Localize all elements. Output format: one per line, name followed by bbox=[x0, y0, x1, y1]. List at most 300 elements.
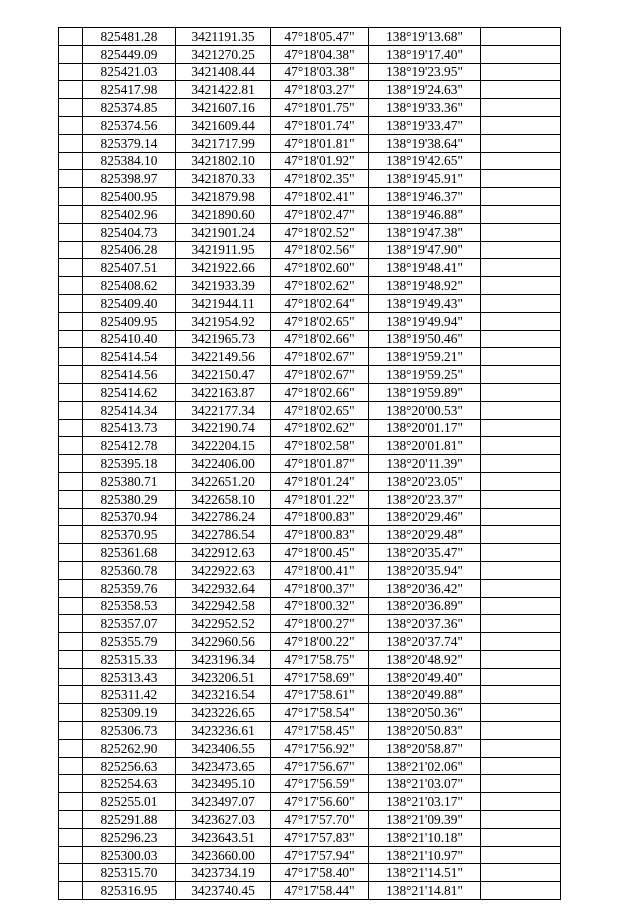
blank-leading-cell bbox=[59, 81, 83, 99]
easting-cell: 825316.95 bbox=[83, 882, 176, 900]
easting-cell: 825254.63 bbox=[83, 775, 176, 793]
table-row bbox=[59, 312, 561, 330]
table-row bbox=[59, 757, 561, 775]
longitude-cell: 138°19'46.88" bbox=[369, 205, 481, 223]
blank-trailing-cell bbox=[481, 775, 561, 793]
easting-cell: 825309.19 bbox=[83, 704, 176, 722]
easting-cell: 825379.14 bbox=[83, 134, 176, 152]
table-row bbox=[59, 864, 561, 882]
blank-leading-cell bbox=[59, 668, 83, 686]
longitude-cell: 138°21'09.39" bbox=[369, 811, 481, 829]
easting-cell: 825395.18 bbox=[83, 455, 176, 473]
blank-leading-cell bbox=[59, 686, 83, 704]
table-row bbox=[59, 633, 561, 651]
blank-trailing-cell bbox=[481, 223, 561, 241]
blank-trailing-cell bbox=[481, 668, 561, 686]
blank-trailing-cell bbox=[481, 757, 561, 775]
northing-cell: 3421870.33 bbox=[176, 170, 271, 188]
northing-cell: 3421802.10 bbox=[176, 152, 271, 170]
blank-trailing-cell bbox=[481, 383, 561, 401]
table-row bbox=[59, 241, 561, 259]
blank-trailing-cell bbox=[481, 811, 561, 829]
easting-cell: 825315.33 bbox=[83, 650, 176, 668]
blank-trailing-cell bbox=[481, 579, 561, 597]
longitude-cell: 138°20'37.36" bbox=[369, 615, 481, 633]
table-row bbox=[59, 205, 561, 223]
blank-trailing-cell bbox=[481, 188, 561, 206]
easting-cell: 825291.88 bbox=[83, 811, 176, 829]
easting-cell: 825409.95 bbox=[83, 312, 176, 330]
longitude-cell: 138°21'03.17" bbox=[369, 793, 481, 811]
latitude-cell: 47°18'02.58" bbox=[271, 437, 369, 455]
longitude-cell: 138°19'48.92" bbox=[369, 277, 481, 295]
blank-leading-cell bbox=[59, 846, 83, 864]
latitude-cell: 47°18'00.27" bbox=[271, 615, 369, 633]
easting-cell: 825414.34 bbox=[83, 401, 176, 419]
latitude-cell: 47°18'04.38" bbox=[271, 45, 369, 63]
northing-cell: 3421954.92 bbox=[176, 312, 271, 330]
longitude-cell: 138°19'59.25" bbox=[369, 366, 481, 384]
table-row bbox=[59, 526, 561, 544]
northing-cell: 3421422.81 bbox=[176, 81, 271, 99]
blank-trailing-cell bbox=[481, 28, 561, 46]
table-row bbox=[59, 597, 561, 615]
easting-cell: 825306.73 bbox=[83, 722, 176, 740]
blank-leading-cell bbox=[59, 383, 83, 401]
easting-cell: 825361.68 bbox=[83, 544, 176, 562]
blank-trailing-cell bbox=[481, 561, 561, 579]
easting-cell: 825406.28 bbox=[83, 241, 176, 259]
table-row bbox=[59, 579, 561, 597]
longitude-cell: 138°20'50.83" bbox=[369, 722, 481, 740]
northing-cell: 3423627.03 bbox=[176, 811, 271, 829]
blank-leading-cell bbox=[59, 544, 83, 562]
table-row bbox=[59, 828, 561, 846]
longitude-cell: 138°20'36.42" bbox=[369, 579, 481, 597]
latitude-cell: 47°17'58.45" bbox=[271, 722, 369, 740]
blank-trailing-cell bbox=[481, 63, 561, 81]
easting-cell: 825370.95 bbox=[83, 526, 176, 544]
longitude-cell: 138°20'23.37" bbox=[369, 490, 481, 508]
longitude-cell: 138°21'02.06" bbox=[369, 757, 481, 775]
longitude-cell: 138°20'11.39" bbox=[369, 455, 481, 473]
latitude-cell: 47°17'56.92" bbox=[271, 739, 369, 757]
longitude-cell: 138°19'17.40" bbox=[369, 45, 481, 63]
latitude-cell: 47°18'00.37" bbox=[271, 579, 369, 597]
easting-cell: 825407.51 bbox=[83, 259, 176, 277]
blank-leading-cell bbox=[59, 757, 83, 775]
table-row bbox=[59, 45, 561, 63]
latitude-cell: 47°18'02.60" bbox=[271, 259, 369, 277]
blank-trailing-cell bbox=[481, 882, 561, 900]
northing-cell: 3422204.15 bbox=[176, 437, 271, 455]
blank-leading-cell bbox=[59, 597, 83, 615]
blank-leading-cell bbox=[59, 366, 83, 384]
table-row bbox=[59, 722, 561, 740]
coordinate-table-body bbox=[59, 28, 561, 900]
table-row bbox=[59, 544, 561, 562]
blank-trailing-cell bbox=[481, 294, 561, 312]
northing-cell: 3422942.58 bbox=[176, 597, 271, 615]
longitude-cell: 138°20'00.53" bbox=[369, 401, 481, 419]
latitude-cell: 47°18'02.62" bbox=[271, 277, 369, 295]
blank-leading-cell bbox=[59, 633, 83, 651]
northing-cell: 3422786.54 bbox=[176, 526, 271, 544]
blank-trailing-cell bbox=[481, 846, 561, 864]
table-row bbox=[59, 508, 561, 526]
longitude-cell: 138°20'29.48" bbox=[369, 526, 481, 544]
blank-leading-cell bbox=[59, 170, 83, 188]
easting-cell: 825359.76 bbox=[83, 579, 176, 597]
longitude-cell: 138°20'36.89" bbox=[369, 597, 481, 615]
longitude-cell: 138°19'59.89" bbox=[369, 383, 481, 401]
northing-cell: 3422922.63 bbox=[176, 561, 271, 579]
blank-leading-cell bbox=[59, 259, 83, 277]
table-row bbox=[59, 561, 561, 579]
easting-cell: 825300.03 bbox=[83, 846, 176, 864]
northing-cell: 3423406.55 bbox=[176, 739, 271, 757]
northing-cell: 3423206.51 bbox=[176, 668, 271, 686]
northing-cell: 3423196.34 bbox=[176, 650, 271, 668]
latitude-cell: 47°18'02.47" bbox=[271, 205, 369, 223]
blank-trailing-cell bbox=[481, 455, 561, 473]
blank-trailing-cell bbox=[481, 633, 561, 651]
blank-trailing-cell bbox=[481, 134, 561, 152]
table-row bbox=[59, 615, 561, 633]
blank-trailing-cell bbox=[481, 650, 561, 668]
easting-cell: 825409.40 bbox=[83, 294, 176, 312]
easting-cell: 825414.62 bbox=[83, 383, 176, 401]
easting-cell: 825414.54 bbox=[83, 348, 176, 366]
longitude-cell: 138°19'49.43" bbox=[369, 294, 481, 312]
blank-trailing-cell bbox=[481, 526, 561, 544]
blank-leading-cell bbox=[59, 419, 83, 437]
blank-leading-cell bbox=[59, 28, 83, 46]
blank-leading-cell bbox=[59, 793, 83, 811]
table-row bbox=[59, 330, 561, 348]
blank-trailing-cell bbox=[481, 419, 561, 437]
table-row bbox=[59, 348, 561, 366]
blank-leading-cell bbox=[59, 650, 83, 668]
table-row bbox=[59, 294, 561, 312]
northing-cell: 3422960.56 bbox=[176, 633, 271, 651]
blank-leading-cell bbox=[59, 330, 83, 348]
easting-cell: 825374.85 bbox=[83, 99, 176, 117]
easting-cell: 825412.78 bbox=[83, 437, 176, 455]
easting-cell: 825370.94 bbox=[83, 508, 176, 526]
blank-leading-cell bbox=[59, 152, 83, 170]
blank-trailing-cell bbox=[481, 828, 561, 846]
northing-cell: 3422177.34 bbox=[176, 401, 271, 419]
latitude-cell: 47°18'02.65" bbox=[271, 401, 369, 419]
longitude-cell: 138°20'49.40" bbox=[369, 668, 481, 686]
table-row bbox=[59, 223, 561, 241]
northing-cell: 3421922.66 bbox=[176, 259, 271, 277]
easting-cell: 825357.07 bbox=[83, 615, 176, 633]
easting-cell: 825374.56 bbox=[83, 116, 176, 134]
blank-trailing-cell bbox=[481, 722, 561, 740]
easting-cell: 825408.62 bbox=[83, 277, 176, 295]
longitude-cell: 138°19'23.95" bbox=[369, 63, 481, 81]
blank-trailing-cell bbox=[481, 544, 561, 562]
latitude-cell: 47°18'02.62" bbox=[271, 419, 369, 437]
latitude-cell: 47°18'01.74" bbox=[271, 116, 369, 134]
easting-cell: 825414.56 bbox=[83, 366, 176, 384]
blank-trailing-cell bbox=[481, 437, 561, 455]
northing-cell: 3423740.45 bbox=[176, 882, 271, 900]
northing-cell: 3423643.51 bbox=[176, 828, 271, 846]
northing-cell: 3423216.54 bbox=[176, 686, 271, 704]
longitude-cell: 138°19'13.68" bbox=[369, 28, 481, 46]
northing-cell: 3423473.65 bbox=[176, 757, 271, 775]
latitude-cell: 47°18'02.67" bbox=[271, 366, 369, 384]
easting-cell: 825296.23 bbox=[83, 828, 176, 846]
latitude-cell: 47°18'03.27" bbox=[271, 81, 369, 99]
blank-leading-cell bbox=[59, 508, 83, 526]
longitude-cell: 138°19'47.38" bbox=[369, 223, 481, 241]
easting-cell: 825311.42 bbox=[83, 686, 176, 704]
longitude-cell: 138°21'03.07" bbox=[369, 775, 481, 793]
latitude-cell: 47°18'00.41" bbox=[271, 561, 369, 579]
blank-leading-cell bbox=[59, 188, 83, 206]
longitude-cell: 138°21'10.18" bbox=[369, 828, 481, 846]
longitude-cell: 138°21'10.97" bbox=[369, 846, 481, 864]
table-row bbox=[59, 455, 561, 473]
latitude-cell: 47°18'02.67" bbox=[271, 348, 369, 366]
longitude-cell: 138°19'33.36" bbox=[369, 99, 481, 117]
longitude-cell: 138°19'50.46" bbox=[369, 330, 481, 348]
northing-cell: 3423236.61 bbox=[176, 722, 271, 740]
blank-leading-cell bbox=[59, 277, 83, 295]
northing-cell: 3421607.16 bbox=[176, 99, 271, 117]
easting-cell: 825360.78 bbox=[83, 561, 176, 579]
latitude-cell: 47°17'58.54" bbox=[271, 704, 369, 722]
table-row bbox=[59, 259, 561, 277]
northing-cell: 3421944.11 bbox=[176, 294, 271, 312]
longitude-cell: 138°19'45.91" bbox=[369, 170, 481, 188]
longitude-cell: 138°20'29.46" bbox=[369, 508, 481, 526]
table-row bbox=[59, 793, 561, 811]
table-row bbox=[59, 366, 561, 384]
easting-cell: 825481.28 bbox=[83, 28, 176, 46]
latitude-cell: 47°18'01.87" bbox=[271, 455, 369, 473]
easting-cell: 825358.53 bbox=[83, 597, 176, 615]
blank-trailing-cell bbox=[481, 81, 561, 99]
table-row bbox=[59, 811, 561, 829]
easting-cell: 825400.95 bbox=[83, 188, 176, 206]
table-row bbox=[59, 668, 561, 686]
blank-leading-cell bbox=[59, 348, 83, 366]
blank-trailing-cell bbox=[481, 170, 561, 188]
northing-cell: 3422190.74 bbox=[176, 419, 271, 437]
blank-leading-cell bbox=[59, 615, 83, 633]
blank-trailing-cell bbox=[481, 152, 561, 170]
blank-trailing-cell bbox=[481, 739, 561, 757]
northing-cell: 3421911.95 bbox=[176, 241, 271, 259]
latitude-cell: 47°18'02.64" bbox=[271, 294, 369, 312]
easting-cell: 825262.90 bbox=[83, 739, 176, 757]
blank-trailing-cell bbox=[481, 312, 561, 330]
blank-leading-cell bbox=[59, 579, 83, 597]
blank-trailing-cell bbox=[481, 597, 561, 615]
blank-leading-cell bbox=[59, 526, 83, 544]
blank-leading-cell bbox=[59, 828, 83, 846]
latitude-cell: 47°18'00.83" bbox=[271, 508, 369, 526]
blank-leading-cell bbox=[59, 99, 83, 117]
table-row bbox=[59, 739, 561, 757]
table-row bbox=[59, 650, 561, 668]
longitude-cell: 138°19'48.41" bbox=[369, 259, 481, 277]
latitude-cell: 47°18'01.22" bbox=[271, 490, 369, 508]
blank-leading-cell bbox=[59, 45, 83, 63]
table-row bbox=[59, 116, 561, 134]
latitude-cell: 47°18'01.81" bbox=[271, 134, 369, 152]
northing-cell: 3422932.64 bbox=[176, 579, 271, 597]
blank-leading-cell bbox=[59, 864, 83, 882]
easting-cell: 825256.63 bbox=[83, 757, 176, 775]
latitude-cell: 47°17'58.44" bbox=[271, 882, 369, 900]
blank-leading-cell bbox=[59, 294, 83, 312]
blank-trailing-cell bbox=[481, 241, 561, 259]
table-row bbox=[59, 152, 561, 170]
blank-trailing-cell bbox=[481, 508, 561, 526]
blank-leading-cell bbox=[59, 312, 83, 330]
latitude-cell: 47°18'02.65" bbox=[271, 312, 369, 330]
northing-cell: 3422149.56 bbox=[176, 348, 271, 366]
blank-leading-cell bbox=[59, 134, 83, 152]
blank-trailing-cell bbox=[481, 205, 561, 223]
longitude-cell: 138°19'49.94" bbox=[369, 312, 481, 330]
blank-leading-cell bbox=[59, 739, 83, 757]
blank-leading-cell bbox=[59, 704, 83, 722]
table-row bbox=[59, 63, 561, 81]
northing-cell: 3422952.52 bbox=[176, 615, 271, 633]
table-row bbox=[59, 188, 561, 206]
latitude-cell: 47°18'02.66" bbox=[271, 383, 369, 401]
easting-cell: 825402.96 bbox=[83, 205, 176, 223]
easting-cell: 825315.70 bbox=[83, 864, 176, 882]
table-row bbox=[59, 401, 561, 419]
longitude-cell: 138°19'42.65" bbox=[369, 152, 481, 170]
table-row bbox=[59, 846, 561, 864]
blank-leading-cell bbox=[59, 63, 83, 81]
latitude-cell: 47°18'02.35" bbox=[271, 170, 369, 188]
easting-cell: 825398.97 bbox=[83, 170, 176, 188]
easting-cell: 825421.03 bbox=[83, 63, 176, 81]
latitude-cell: 47°17'58.61" bbox=[271, 686, 369, 704]
northing-cell: 3421879.98 bbox=[176, 188, 271, 206]
northing-cell: 3423495.10 bbox=[176, 775, 271, 793]
longitude-cell: 138°20'58.87" bbox=[369, 739, 481, 757]
latitude-cell: 47°17'58.40" bbox=[271, 864, 369, 882]
latitude-cell: 47°17'56.60" bbox=[271, 793, 369, 811]
blank-trailing-cell bbox=[481, 45, 561, 63]
blank-leading-cell bbox=[59, 472, 83, 490]
blank-trailing-cell bbox=[481, 864, 561, 882]
easting-cell: 825355.79 bbox=[83, 633, 176, 651]
easting-cell: 825380.71 bbox=[83, 472, 176, 490]
blank-trailing-cell bbox=[481, 116, 561, 134]
latitude-cell: 47°18'01.92" bbox=[271, 152, 369, 170]
blank-leading-cell bbox=[59, 205, 83, 223]
longitude-cell: 138°20'37.74" bbox=[369, 633, 481, 651]
easting-cell: 825413.73 bbox=[83, 419, 176, 437]
latitude-cell: 47°18'05.47" bbox=[271, 28, 369, 46]
easting-cell: 825417.98 bbox=[83, 81, 176, 99]
blank-trailing-cell bbox=[481, 348, 561, 366]
latitude-cell: 47°18'00.83" bbox=[271, 526, 369, 544]
latitude-cell: 47°17'57.70" bbox=[271, 811, 369, 829]
longitude-cell: 138°21'14.81" bbox=[369, 882, 481, 900]
latitude-cell: 47°17'58.75" bbox=[271, 650, 369, 668]
blank-leading-cell bbox=[59, 811, 83, 829]
easting-cell: 825313.43 bbox=[83, 668, 176, 686]
blank-leading-cell bbox=[59, 455, 83, 473]
easting-cell: 825404.73 bbox=[83, 223, 176, 241]
blank-trailing-cell bbox=[481, 277, 561, 295]
table-row bbox=[59, 383, 561, 401]
northing-cell: 3422912.63 bbox=[176, 544, 271, 562]
longitude-cell: 138°19'24.63" bbox=[369, 81, 481, 99]
easting-cell: 825449.09 bbox=[83, 45, 176, 63]
northing-cell: 3421270.25 bbox=[176, 45, 271, 63]
longitude-cell: 138°21'14.51" bbox=[369, 864, 481, 882]
northing-cell: 3423497.07 bbox=[176, 793, 271, 811]
northing-cell: 3422406.00 bbox=[176, 455, 271, 473]
blank-leading-cell bbox=[59, 722, 83, 740]
longitude-cell: 138°19'33.47" bbox=[369, 116, 481, 134]
longitude-cell: 138°19'59.21" bbox=[369, 348, 481, 366]
blank-trailing-cell bbox=[481, 490, 561, 508]
latitude-cell: 47°18'00.45" bbox=[271, 544, 369, 562]
blank-leading-cell bbox=[59, 223, 83, 241]
table-row bbox=[59, 686, 561, 704]
easting-cell: 825384.10 bbox=[83, 152, 176, 170]
latitude-cell: 47°18'01.75" bbox=[271, 99, 369, 117]
blank-trailing-cell bbox=[481, 99, 561, 117]
latitude-cell: 47°18'00.32" bbox=[271, 597, 369, 615]
blank-leading-cell bbox=[59, 116, 83, 134]
table-row bbox=[59, 419, 561, 437]
longitude-cell: 138°20'01.17" bbox=[369, 419, 481, 437]
blank-trailing-cell bbox=[481, 686, 561, 704]
northing-cell: 3423660.00 bbox=[176, 846, 271, 864]
table-row bbox=[59, 81, 561, 99]
northing-cell: 3421933.39 bbox=[176, 277, 271, 295]
latitude-cell: 47°18'02.41" bbox=[271, 188, 369, 206]
table-row bbox=[59, 170, 561, 188]
table-row bbox=[59, 277, 561, 295]
table-row bbox=[59, 28, 561, 46]
table-row bbox=[59, 134, 561, 152]
northing-cell: 3421890.60 bbox=[176, 205, 271, 223]
northing-cell: 3421609.44 bbox=[176, 116, 271, 134]
table-row bbox=[59, 437, 561, 455]
blank-leading-cell bbox=[59, 401, 83, 419]
table-row bbox=[59, 882, 561, 900]
latitude-cell: 47°17'57.94" bbox=[271, 846, 369, 864]
easting-cell: 825380.29 bbox=[83, 490, 176, 508]
blank-trailing-cell bbox=[481, 401, 561, 419]
blank-leading-cell bbox=[59, 775, 83, 793]
table-row bbox=[59, 99, 561, 117]
northing-cell: 3422150.47 bbox=[176, 366, 271, 384]
blank-leading-cell bbox=[59, 437, 83, 455]
longitude-cell: 138°20'49.88" bbox=[369, 686, 481, 704]
blank-leading-cell bbox=[59, 241, 83, 259]
blank-trailing-cell bbox=[481, 704, 561, 722]
northing-cell: 3422658.10 bbox=[176, 490, 271, 508]
